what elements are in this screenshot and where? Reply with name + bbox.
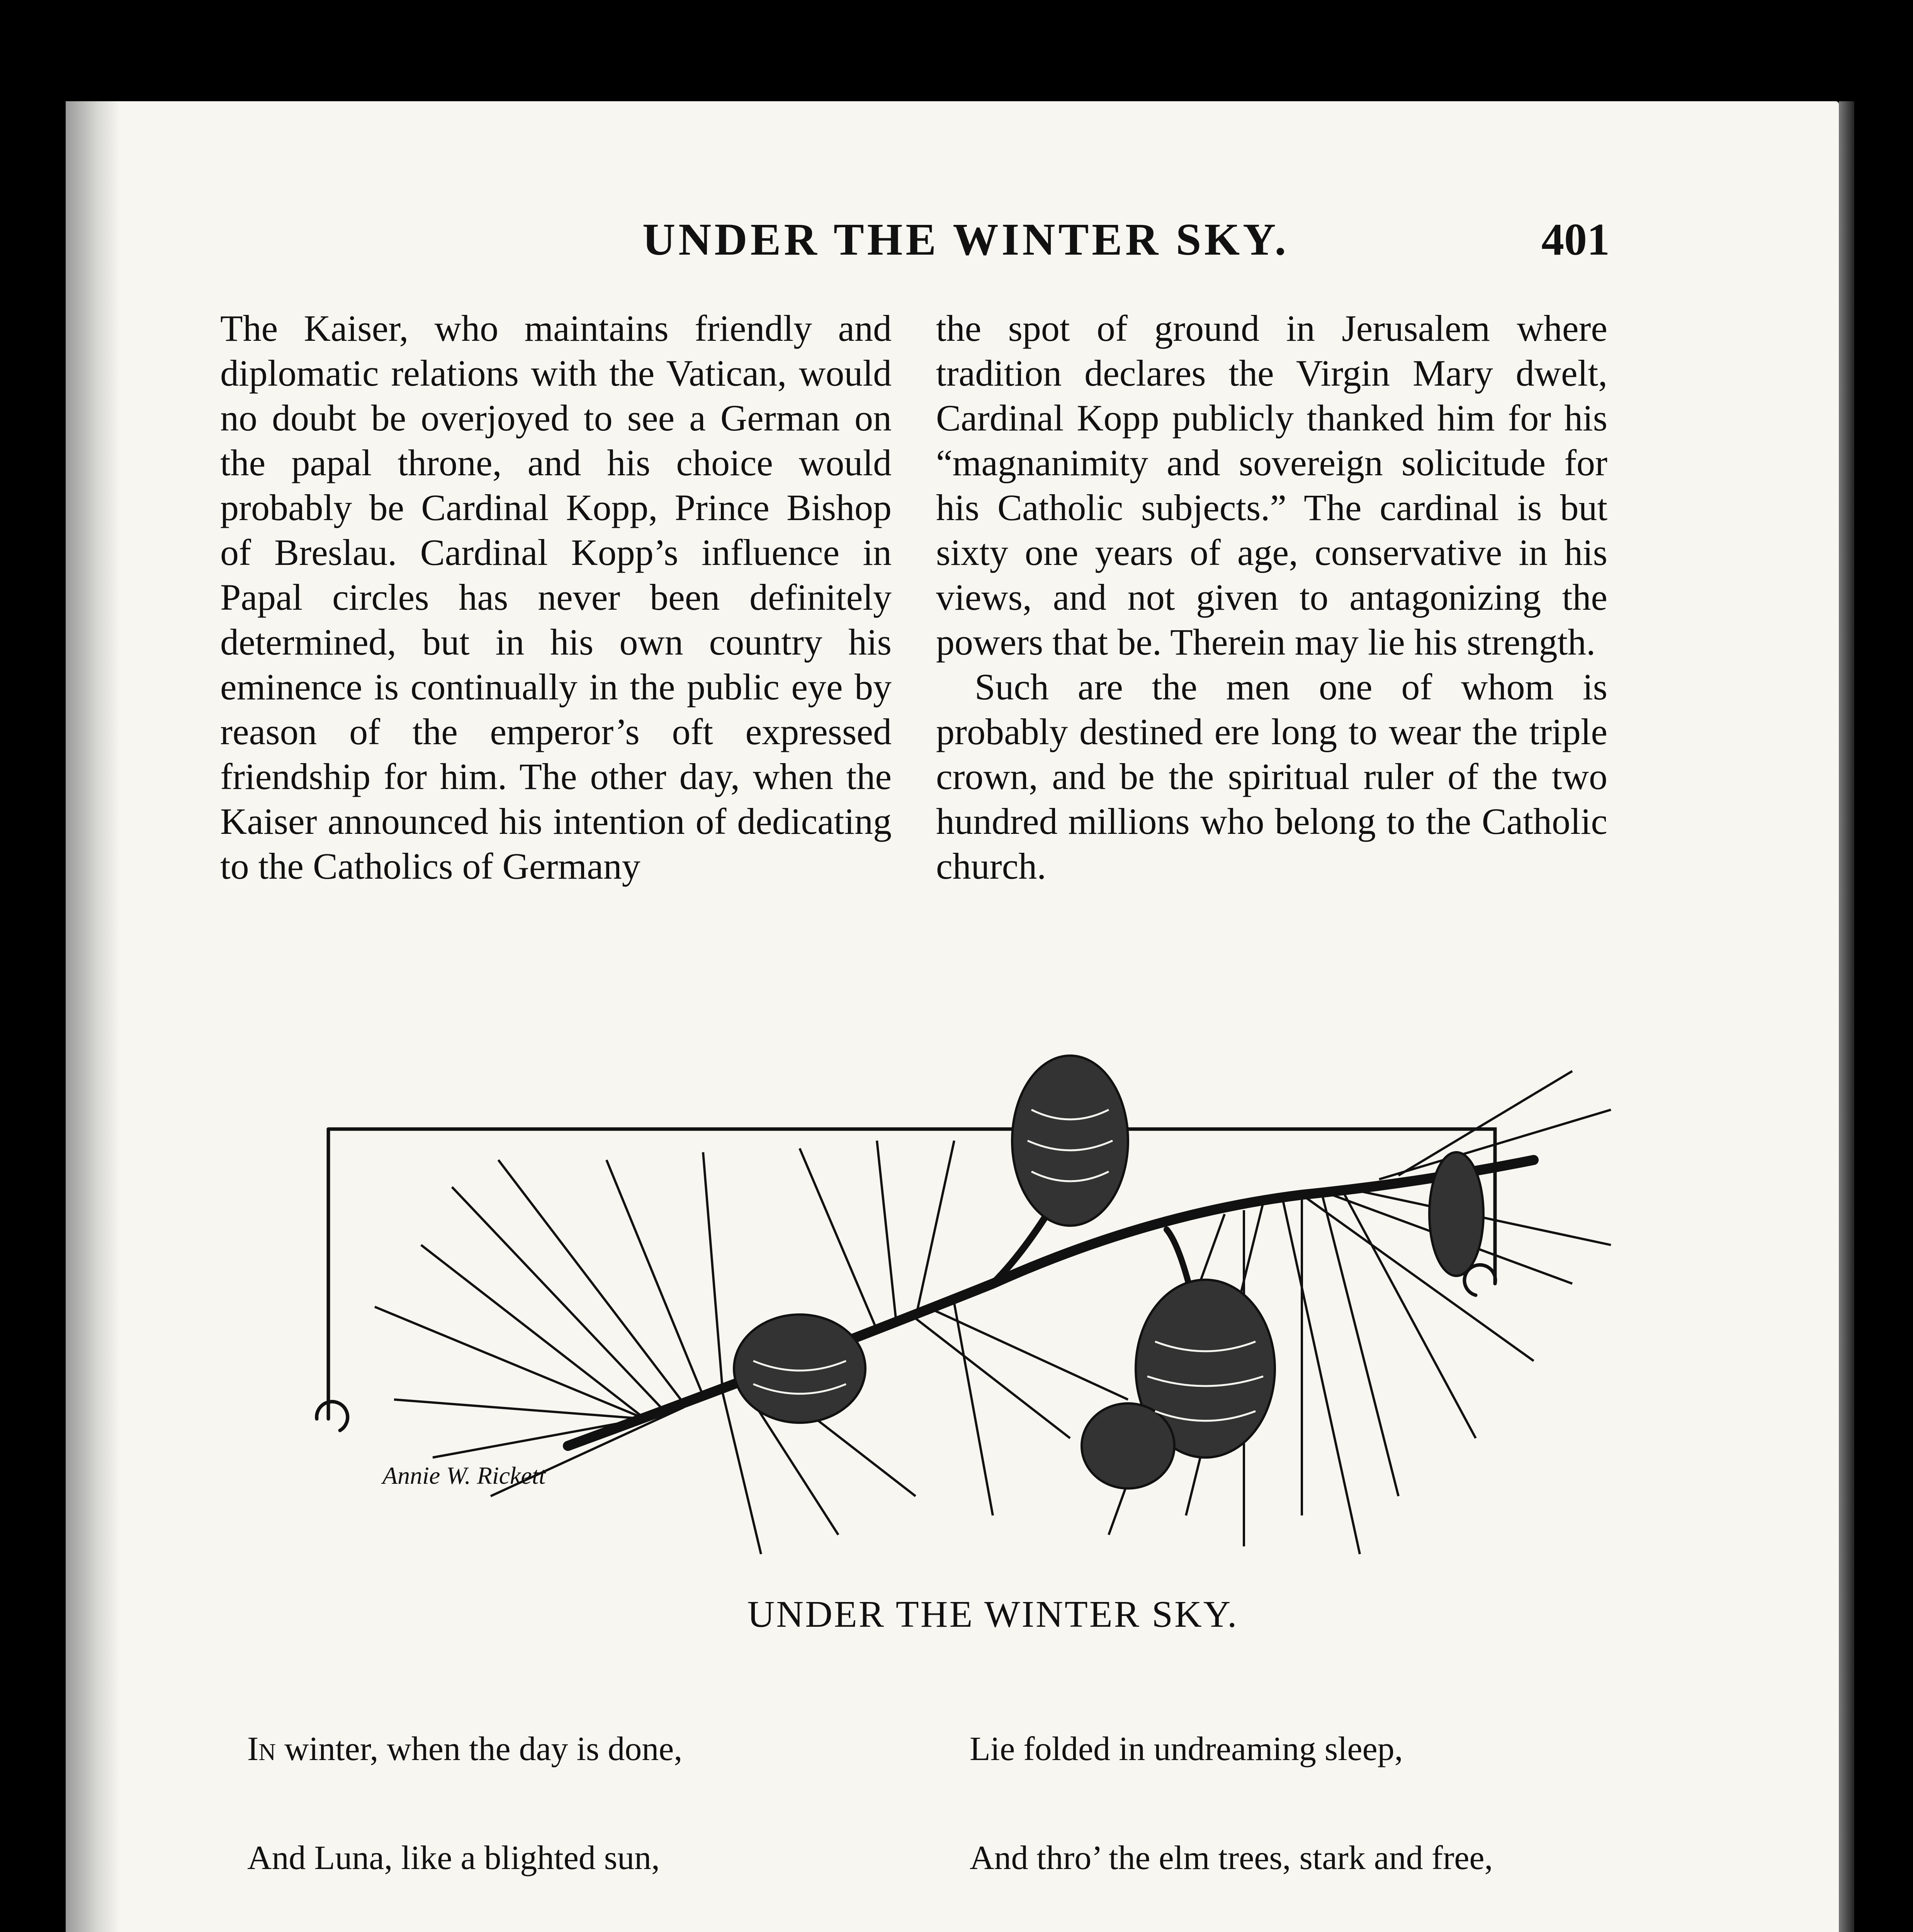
article-column-left (220, 306, 892, 889)
poem-stanza (649, 1871, 1156, 1932)
book-page (66, 101, 1839, 1932)
page-edge-shadow (1839, 101, 1854, 1932)
poem-line-text: winter, when the day is done, (276, 1730, 683, 1768)
article-column-right (936, 306, 1607, 889)
poem-line (247, 1731, 809, 1767)
poem-line: And thro’ the elm trees, stark and free, (970, 1839, 1493, 1877)
article-paragraph: The Kaiser, who maintains friendly and diplomatic relations with the Vatican, would no doubt be overjoyed to see a German on the papal throne, and his choice would probably be Cardinal Kopp, Prince Bishop of Breslau. Cardinal Kopp’s influence in Papal circles has never been definitely determined, but in his own country his eminence is continually in the public eye by reason of the emperor’s oft expressed friendship for him. The other day, when the Kaiser announced his intention of dedicating to the Catholics of Germany (220, 308, 892, 887)
article-paragraph: Such are the men one of whom is probably destined ere long to wear the triple crown, and be the spiritual ruler of the two hundred millions who belong to the Catholic church. (936, 666, 1607, 887)
pine-branch-illustration (259, 1013, 1673, 1628)
poem-line: And Luna, like a blighted sun, (247, 1839, 660, 1877)
poem-title: UNDER THE WINTER SKY. (747, 1594, 1239, 1635)
article-paragraph: the spot of ground in Jerusalem where tradition declares the Virgin Mary dwelt, Cardinal Kopp publicly thanked him for his “magnanimity and sovereign solicitude for his Catholic subjects.” The cardinal is but sixty one years of age, conservative in his views, and not given to antagonizing the powers that be. Therein may lie his strength. (936, 308, 1607, 663)
poem-line: Lie folded in undreaming sleep, (970, 1730, 1403, 1768)
drop-word: In (247, 1730, 276, 1768)
running-title: UNDER THE WINTER SKY. (642, 214, 1289, 265)
page-number: 401 (1541, 214, 1610, 265)
artist-signature: Annie W. Rickett (382, 1462, 546, 1489)
page-gutter-shadow (66, 101, 120, 1932)
